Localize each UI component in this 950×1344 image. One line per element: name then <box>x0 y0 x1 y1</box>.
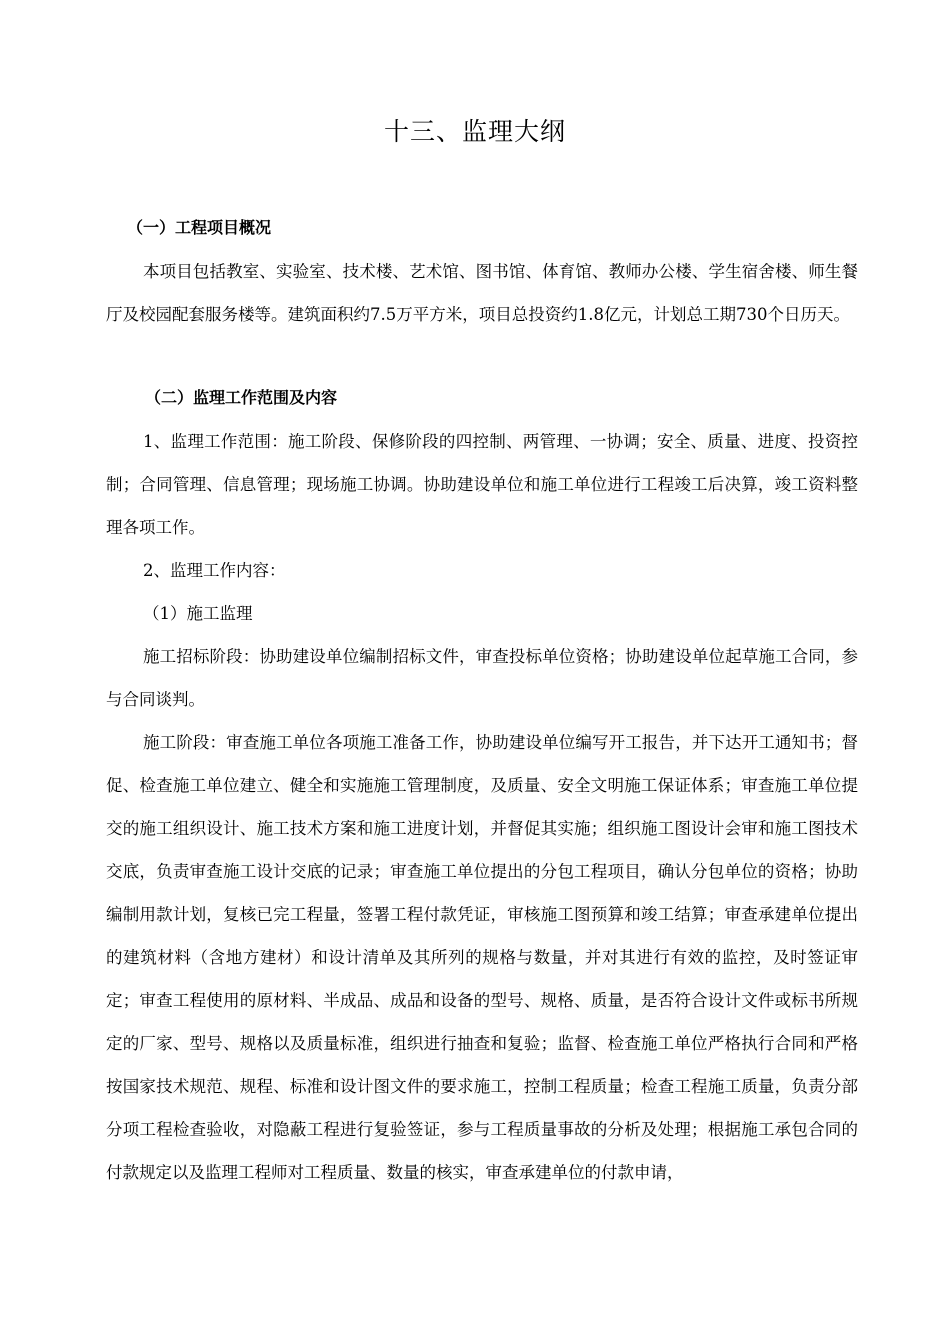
paragraph-content-label: 2、监理工作内容： <box>143 561 286 580</box>
section-heading-project-overview: （一）工程项目概况 <box>127 218 272 237</box>
paragraph-project-overview: 本项目包括教室、实验室、技术楼、艺术馆、图书馆、体育馆、教师办公楼、学生宿舍楼、师生餐厅及校园配套服务楼等。建筑面积约7.5万平方米，项目总投资约1.8亿元，计划总工期730个日历天。 <box>106 262 858 324</box>
section-heading-supervision-scope: （二）监理工作范围及内容 <box>145 388 338 407</box>
paragraph-construction-supervision-label: （1）施工监理 <box>143 604 253 623</box>
paragraph-supervision-scope: 1、监理工作范围：施工阶段、保修阶段的四控制、两管理、一协调；安全、质量、进度、投资控制；合同管理、信息管理；现场施工协调。协助建设单位和施工单位进行工程竣工后决算，竣工资料整理各项工作。 <box>106 432 858 537</box>
paragraph-construction-stage: 施工阶段：审查施工单位各项施工准备工作，协助建设单位编写开工报告，并下达开工通知书；督促、检查施工单位建立、健全和实施施工管理制度，及质量、安全文明施工保证体系；审查施工单位提交的施工组织设计、施工技术方案和施工进度计划，并督促其实施；组织施工图设计会审和施工图技术交底，负责审查施工设计交底的记录；审查施工单位提出的分包工程项目，确认分包单位的资格；协助编制用款计划，复核已完工程量，签署工程付款凭证，审核施工图预算和竣工结算；审查承建单位提出的建筑材料（含地方建材）和设计清单及其所列的规格与数量，并对其进行有效的监控，及时签证审定；审查工程使用的原材料、半成品、成品和设备的型号、规格、质量，是否符合设计文件或标书所规定的厂家、型号、规格以及质量标准，组织进行抽查和复验；监督、检查施工单位严格执行合同和严格按国家技术规范、规程、标准和设计图文件的要求施工，控制工程质量；检查工程施工质量，负责分部分项工程检查验收，对隐蔽工程进行复验签证，参与工程质量事故的分析及处理；根据施工承包合同的付款规定以及监理工程师对工程质量、数量的核实，审查承建单位的付款申请， <box>106 733 858 1182</box>
document-title: 十三、监理大纲 <box>383 117 566 146</box>
paragraph-bidding-stage: 施工招标阶段：协助建设单位编制招标文件，审查投标单位资格；协助建设单位起草施工合同，参与合同谈判。 <box>106 647 858 709</box>
